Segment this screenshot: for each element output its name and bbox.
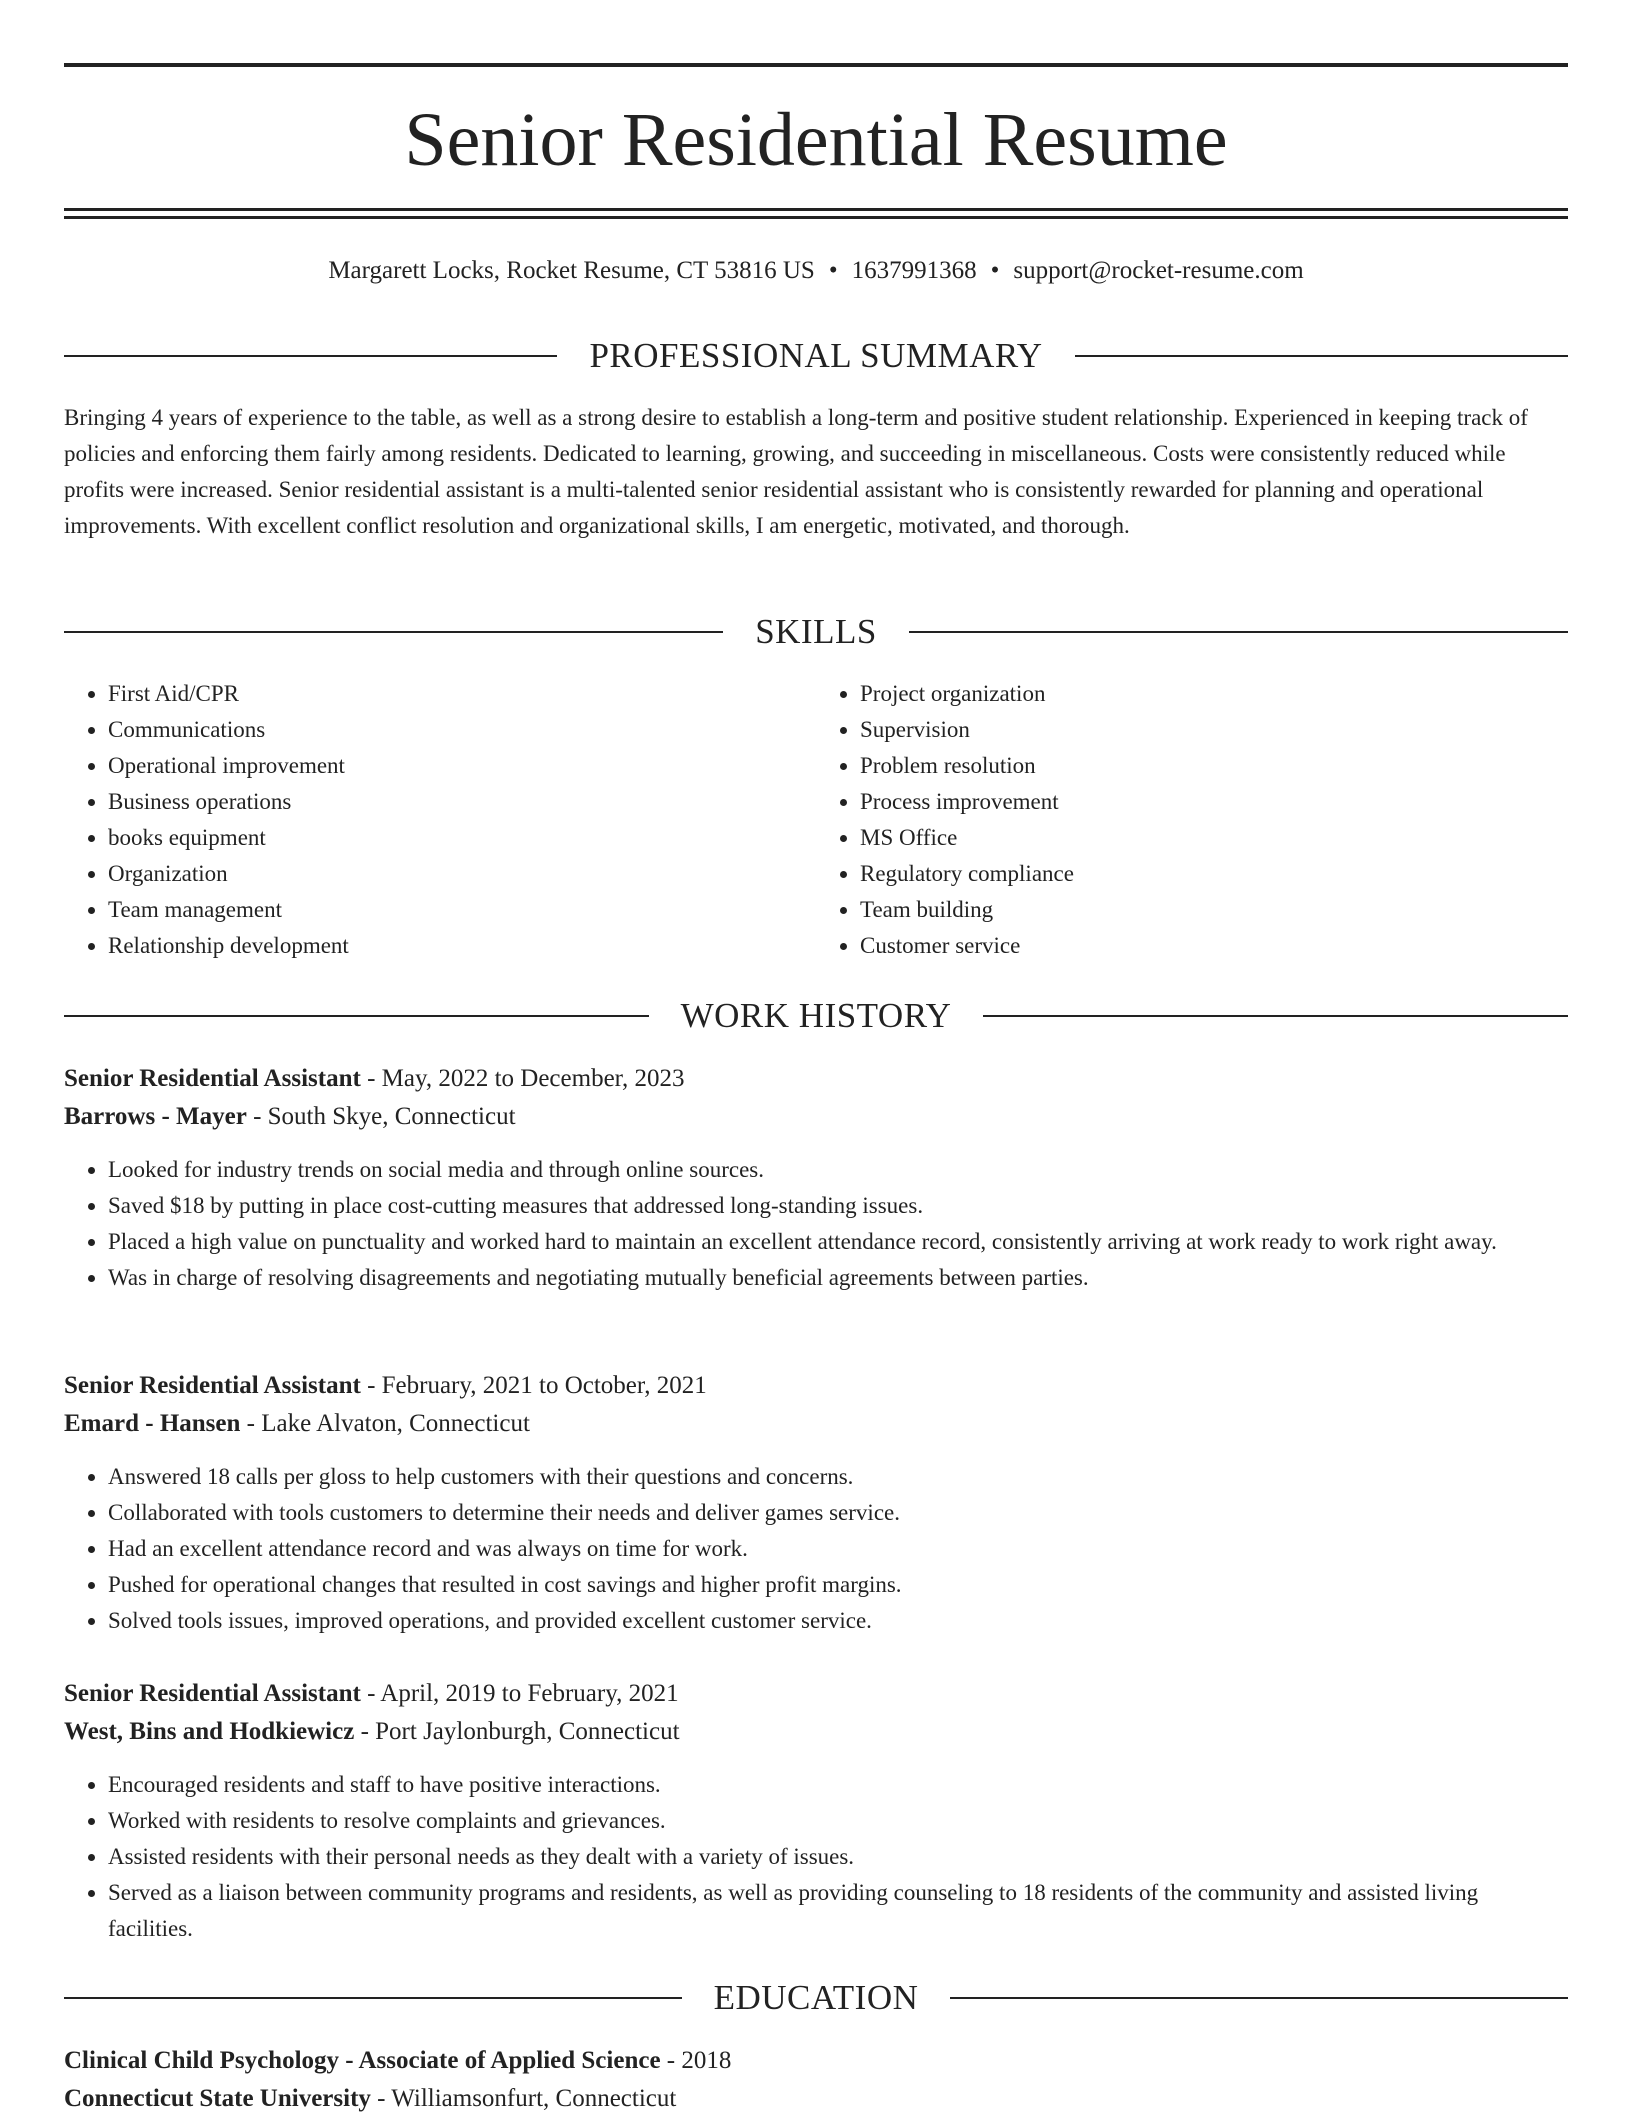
contact-separator: • bbox=[828, 257, 838, 284]
job-company: West, Bins and Hodkiewicz bbox=[64, 1718, 355, 1745]
education-location: - Williamsonfurt, Connecticut bbox=[370, 2085, 677, 2112]
job-bullet: • Saved $18 by putting in place cost-cutting measures that addressed long-standing issues. bbox=[108, 1188, 1568, 1224]
job-entry bbox=[64, 1367, 1568, 1639]
resume-title: Senior Residential Resume bbox=[404, 98, 1228, 182]
education-school-line bbox=[64, 2080, 1568, 2118]
skill-item: • Organization bbox=[108, 856, 816, 892]
job-bullet: • Looked for industry trends on social media and through online sources. bbox=[108, 1152, 1568, 1188]
job-bullet: • Collaborated with tools customers to determine their needs and deliver games service. bbox=[108, 1495, 1568, 1531]
skill-item: • books equipment bbox=[108, 820, 816, 856]
job-dates: - April, 2019 to February, 2021 bbox=[360, 1680, 679, 1707]
education-year: - 2018 bbox=[660, 2047, 732, 2074]
heading-rule bbox=[983, 1015, 1568, 1017]
heading-rule bbox=[950, 1997, 1568, 1999]
job-bullets bbox=[64, 1459, 1568, 1639]
skills-list bbox=[64, 676, 1568, 964]
job-company-line bbox=[64, 1098, 1568, 1136]
section-heading-education bbox=[64, 1976, 1568, 2020]
skill-item: • Regulatory compliance bbox=[860, 856, 1568, 892]
skill-item: • Process improvement bbox=[860, 784, 1568, 820]
section-heading-skills bbox=[64, 610, 1568, 654]
job-bullets bbox=[64, 1767, 1568, 1947]
heading-rule bbox=[64, 1997, 682, 1999]
skill-item: • First Aid/CPR bbox=[108, 676, 816, 712]
job-company-line bbox=[64, 1405, 1568, 1443]
summary-text: Bringing 4 years of experience to the table, as well as a strong desire to establish a long-term and positive student relationship. Experienced in keeping track of policies and enforcing them fairly among residents. Dedicated to learning, growing, and succeeding in miscellaneous. Costs were consistently reduced while profits were increased. Senior residential assistant is a multi-talented senior residential assistant who is consistently rewarded for planning and operational improvements. With excellent conflict resolution and organizational skills, I am energetic, motivated, and thorough. bbox=[64, 405, 1528, 538]
job-title: Senior Residential Assistant bbox=[64, 1680, 361, 1707]
skill-item: • Business operations bbox=[108, 784, 816, 820]
education-degree-line bbox=[64, 2042, 1568, 2080]
job-bullet: • Was in charge of resolving disagreements and negotiating mutually beneficial agreements between parties. bbox=[108, 1260, 1568, 1296]
skill-item: • Problem resolution bbox=[860, 748, 1568, 784]
section-heading-label: PROFESSIONAL SUMMARY bbox=[589, 336, 1043, 375]
job-dates: - February, 2021 to October, 2021 bbox=[360, 1372, 707, 1399]
job-entry bbox=[64, 1060, 1568, 1296]
job-bullet: • Solved tools issues, improved operations, and provided excellent customer service. bbox=[108, 1603, 1568, 1639]
job-entry bbox=[64, 1675, 1568, 1947]
contact-phone: 1637991368 bbox=[851, 257, 977, 284]
skill-item: • Communications bbox=[108, 712, 816, 748]
heading-rule bbox=[64, 631, 723, 633]
skill-item: • Team management bbox=[108, 892, 816, 928]
job-bullet: • Served as a liaison between community programs and residents, as well as providing counseling to 18 residents of the community and assisted living facilities. bbox=[108, 1875, 1568, 1947]
job-title: Senior Residential Assistant bbox=[64, 1372, 361, 1399]
job-location: - Port Jaylonburgh, Connecticut bbox=[354, 1718, 680, 1745]
job-location: - South Skye, Connecticut bbox=[246, 1103, 516, 1130]
skill-item: • MS Office bbox=[860, 820, 1568, 856]
section-heading-label: WORK HISTORY bbox=[680, 996, 952, 1035]
job-bullet: • Assisted residents with their personal needs as they dealt with a variety of issues. bbox=[108, 1839, 1568, 1875]
top-rule bbox=[64, 63, 1568, 67]
section-heading-label: SKILLS bbox=[755, 612, 877, 651]
job-bullet: • Placed a high value on punctuality and worked hard to maintain an excellent attendance record, consistently arriving at work ready to work right away. bbox=[108, 1224, 1568, 1260]
skill-item: • Supervision bbox=[860, 712, 1568, 748]
heading-rule bbox=[909, 631, 1568, 633]
skill-item: • Relationship development bbox=[108, 928, 816, 964]
contact-address: Margarett Locks, Rocket Resume, CT 53816 US bbox=[328, 257, 815, 284]
heading-rule bbox=[1075, 355, 1568, 357]
contact-email: support@rocket-resume.com bbox=[1013, 257, 1304, 284]
title-rule-lower bbox=[64, 216, 1568, 219]
job-dates: - May, 2022 to December, 2023 bbox=[360, 1065, 685, 1092]
section-heading-summary bbox=[64, 334, 1568, 378]
heading-rule bbox=[64, 1015, 649, 1017]
section-heading-label: EDUCATION bbox=[713, 1978, 919, 2017]
job-title: Senior Residential Assistant bbox=[64, 1065, 361, 1092]
section-heading-work-history bbox=[64, 994, 1568, 1038]
job-bullet: • Worked with residents to resolve complaints and grievances. bbox=[108, 1803, 1568, 1839]
contact-line bbox=[64, 254, 1568, 288]
job-title-line bbox=[64, 1675, 1568, 1713]
job-title-line bbox=[64, 1367, 1568, 1405]
skill-item: • Team building bbox=[860, 892, 1568, 928]
job-bullet: • Answered 18 calls per gloss to help customers with their questions and concerns. bbox=[108, 1459, 1568, 1495]
job-company: Emard - Hansen bbox=[64, 1410, 241, 1437]
job-location: - Lake Alvaton, Connecticut bbox=[240, 1410, 530, 1437]
skill-item: • Operational improvement bbox=[108, 748, 816, 784]
education-school: Connecticut State University bbox=[64, 2085, 371, 2112]
skills-column-left bbox=[64, 676, 816, 964]
job-bullet: • Had an excellent attendance record and was always on time for work. bbox=[108, 1531, 1568, 1567]
contact-separator: • bbox=[990, 257, 1000, 284]
job-bullets bbox=[64, 1152, 1568, 1296]
education-degree: Clinical Child Psychology - Associate of Applied Science bbox=[64, 2047, 661, 2074]
skills-column-right bbox=[816, 676, 1568, 964]
heading-rule bbox=[64, 355, 557, 357]
job-bullet: • Encouraged residents and staff to have positive interactions. bbox=[108, 1767, 1568, 1803]
job-bullet: • Pushed for operational changes that resulted in cost savings and higher profit margins. bbox=[108, 1567, 1568, 1603]
education-entry bbox=[64, 2042, 1568, 2118]
job-title-line bbox=[64, 1060, 1568, 1098]
job-company-line bbox=[64, 1713, 1568, 1751]
skill-item: • Project organization bbox=[860, 676, 1568, 712]
job-company: Barrows - Mayer bbox=[64, 1103, 247, 1130]
skill-item: • Customer service bbox=[860, 928, 1568, 964]
title-rule-upper bbox=[64, 208, 1568, 211]
